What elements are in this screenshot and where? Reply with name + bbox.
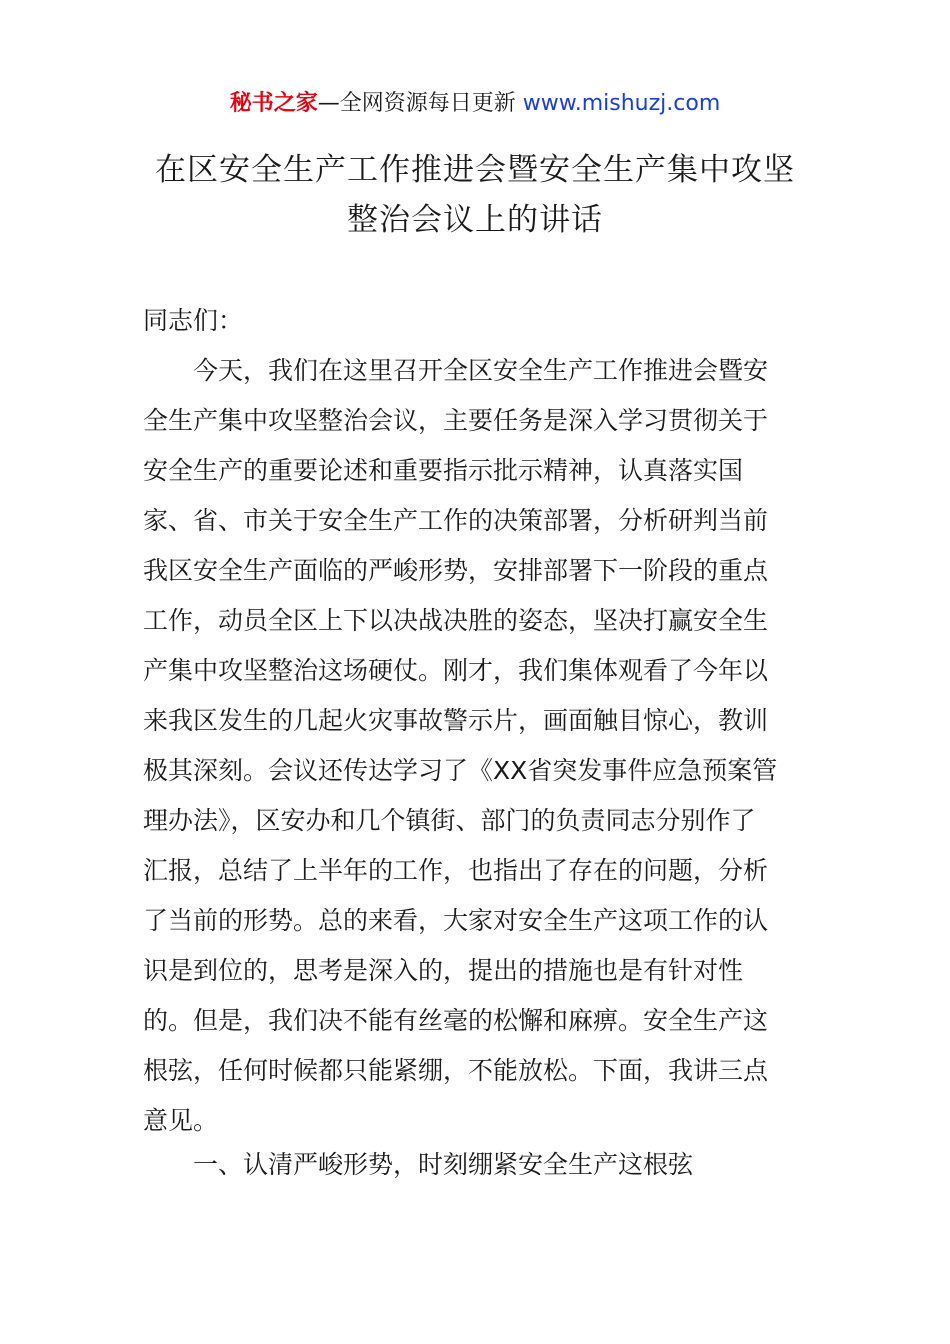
salutation: 同志们： <box>143 306 244 335</box>
paragraph-line: 家、省、市关于安全生产工作的决策部署，分析研判当前 <box>143 506 769 535</box>
document-title <box>100 145 850 245</box>
paragraph-line: 根弦，任何时候都只能紧绷，不能放松。下面，我讲三点 <box>143 1056 769 1085</box>
paragraph-line: 识是到位的，思考是深入的，提出的措施也是有针对性 <box>143 956 744 985</box>
paragraph-line: 产集中攻坚整治这场硬仗。刚才，我们集体观看了今年以 <box>143 656 769 685</box>
document-body <box>143 296 818 1146</box>
title-line-2: 整治会议上的讲话 <box>347 202 603 238</box>
paragraph-line: 汇报，总结了上半年的工作，也指出了存在的问题，分析 <box>143 856 769 885</box>
site-header <box>0 88 950 120</box>
paragraph-line: 极其深刻。会议还传达学习了《XX省突发事件应急预案管 <box>143 756 778 785</box>
site-url-link[interactable]: www.mishuzj.com <box>522 91 721 116</box>
title-line-1: 在区安全生产工作推进会暨安全生产集中攻坚 <box>155 152 795 188</box>
paragraph-line: 意见。 <box>143 1106 219 1135</box>
header-tagline: —全网资源每日更新 <box>317 91 523 116</box>
paragraph-line: 安全生产的重要论述和重要指示批示精神，认真落实国 <box>143 456 744 485</box>
paragraph-line: 了当前的形势。总的来看，大家对安全生产这项工作的认 <box>143 906 769 935</box>
paragraph-line: 全生产集中攻坚整治会议，主要任务是深入学习贯彻关于 <box>143 406 769 435</box>
paragraph-line: 来我区发生的几起火灾事故警示片，画面触目惊心，教训 <box>143 706 769 735</box>
paragraph-line: 理办法》，区安办和几个镇街、部门的负责同志分别作了 <box>143 806 756 835</box>
paragraph-line: 今天，我们在这里召开全区安全生产工作推进会暨安 <box>193 356 769 385</box>
paragraph-line: 的。但是，我们决不能有丝毫的松懈和麻痹。安全生产这 <box>143 1006 769 1035</box>
section-heading: 一、认清严峻形势，时刻绷紧安全生产这根弦 <box>193 1150 694 1179</box>
paragraph-line: 我区安全生产面临的严峻形势，安排部署下一阶段的重点 <box>143 556 769 585</box>
paragraph-line: 工作，动员全区上下以决战决胜的姿态，坚决打赢安全生 <box>143 606 769 635</box>
brand-name: 秘书之家 <box>229 91 318 116</box>
